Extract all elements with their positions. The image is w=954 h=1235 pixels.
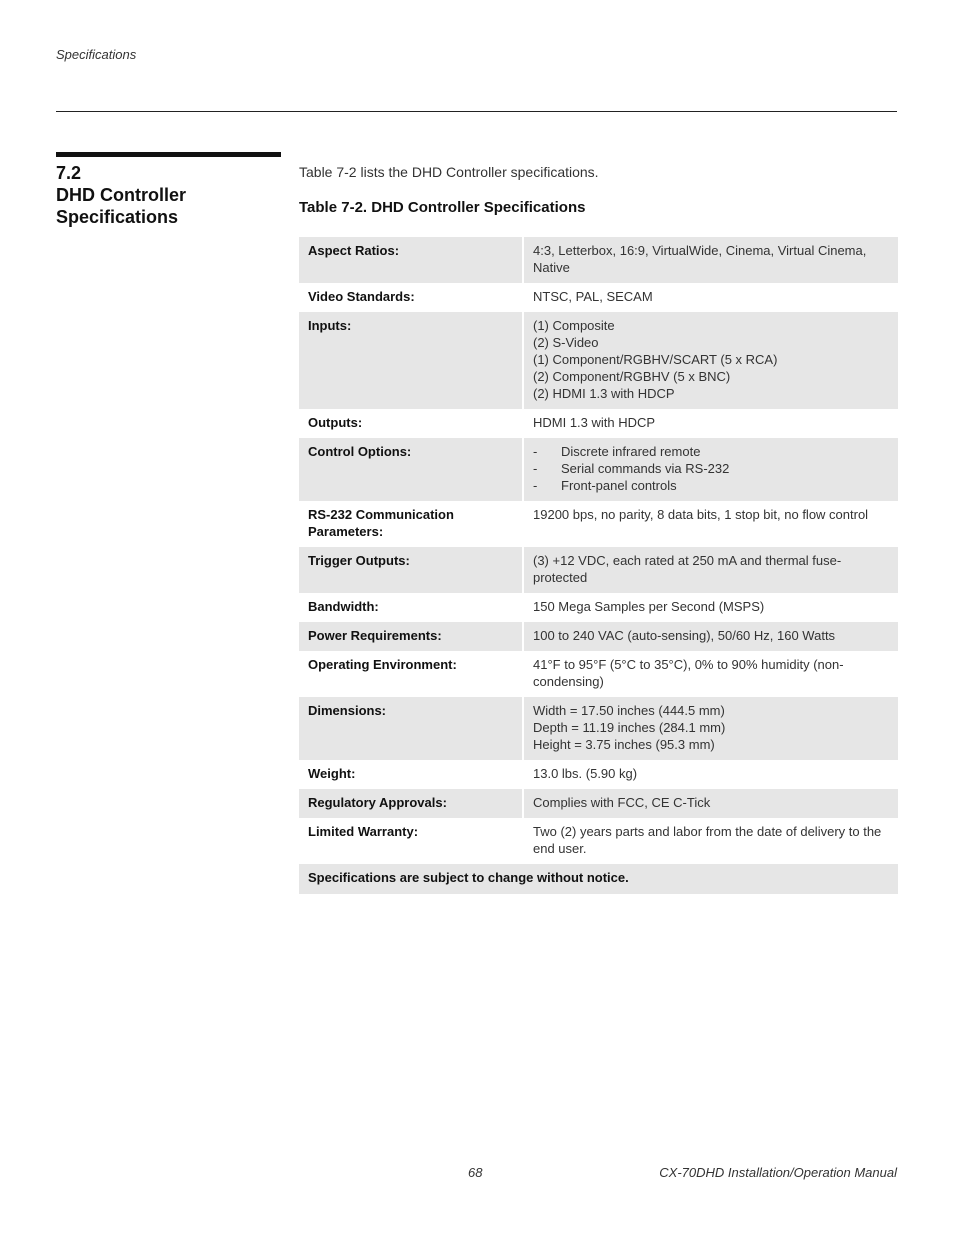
table-row bbox=[299, 237, 898, 283]
table-row bbox=[299, 312, 898, 409]
header-divider bbox=[56, 111, 897, 112]
spec-value-line: (2) Component/RGBHV (5 x BNC) bbox=[533, 369, 731, 384]
spec-label: Bandwidth: bbox=[308, 599, 379, 614]
spec-value-line: 41°F to 95°F (5°C to 35°C), 0% to 90% humidity (non-condensing) bbox=[533, 657, 844, 689]
spec-label: Outputs: bbox=[308, 415, 363, 430]
spec-bullet-text: Discrete infrared remote bbox=[561, 444, 701, 459]
spec-value bbox=[523, 547, 898, 593]
spec-bullet-item bbox=[533, 443, 889, 460]
page-number: 68 bbox=[468, 1165, 483, 1180]
table-row bbox=[299, 409, 898, 438]
spec-label: Limited Warranty: bbox=[308, 824, 419, 839]
table-title: Table 7-2. DHD Controller Specifications bbox=[299, 199, 586, 216]
spec-bullet-item bbox=[533, 477, 889, 494]
spec-label: Weight: bbox=[308, 766, 356, 781]
table-row bbox=[299, 547, 898, 593]
spec-value bbox=[523, 651, 898, 697]
spec-value bbox=[523, 409, 898, 438]
spec-label: Regulatory Approvals: bbox=[299, 789, 523, 818]
table-footnote: Specifications are subject to change without notice. bbox=[299, 864, 898, 894]
spec-label: Power Requirements: bbox=[299, 622, 523, 651]
table-row bbox=[299, 283, 898, 312]
table-row bbox=[299, 501, 898, 547]
spec-value bbox=[523, 501, 898, 547]
spec-label: RS-232 Communication Parameters: bbox=[308, 507, 454, 539]
table-row bbox=[299, 818, 898, 864]
spec-value bbox=[523, 438, 898, 501]
table-row bbox=[299, 760, 898, 789]
section-heading-bar bbox=[56, 152, 281, 157]
spec-value-line: (1) Component/RGBHV/SCART (5 x RCA) bbox=[533, 352, 778, 367]
document-title: CX-70DHD Installation/Operation Manual bbox=[659, 1165, 897, 1180]
spec-bullet-text: Serial commands via RS-232 bbox=[561, 461, 730, 476]
section-title-line1: DHD Controller bbox=[56, 185, 186, 205]
running-header: Specifications bbox=[56, 47, 137, 62]
spec-value-line: Complies with FCC, CE C-Tick bbox=[533, 795, 711, 810]
spec-bullet-text: Front-panel controls bbox=[561, 478, 677, 493]
spec-value bbox=[523, 697, 898, 760]
table-footnote-row bbox=[299, 864, 898, 894]
bullet-dash: - bbox=[533, 444, 538, 459]
spec-value-line: NTSC, PAL, SECAM bbox=[533, 289, 653, 304]
section-heading bbox=[56, 162, 286, 228]
spec-value-line: 4:3, Letterbox, 16:9, VirtualWide, Cinema, Virtual Cinema, Native bbox=[533, 243, 867, 275]
spec-label: Control Options: bbox=[299, 438, 523, 501]
spec-value bbox=[523, 283, 898, 312]
spec-value bbox=[523, 593, 898, 622]
section-number: 7.2 bbox=[56, 163, 82, 183]
table-row bbox=[299, 438, 898, 501]
table-row bbox=[299, 651, 898, 697]
spec-value bbox=[523, 818, 898, 864]
spec-value bbox=[523, 622, 898, 651]
spec-value-line: 150 Mega Samples per Second (MSPS) bbox=[533, 599, 765, 614]
spec-value-line: (2) S-Video bbox=[533, 335, 599, 350]
table-row bbox=[299, 789, 898, 818]
spec-value bbox=[523, 237, 898, 283]
spec-value bbox=[523, 312, 898, 409]
table-row bbox=[299, 697, 898, 760]
spec-label: Inputs: bbox=[299, 312, 523, 409]
spec-value-line: HDMI 1.3 with HDCP bbox=[533, 415, 656, 430]
spec-bullet-item bbox=[533, 460, 889, 477]
intro-paragraph: Table 7-2 lists the DHD Controller specifications. bbox=[299, 164, 599, 180]
specifications-table bbox=[299, 237, 898, 894]
spec-label: Trigger Outputs: bbox=[299, 547, 523, 593]
specifications-table-body bbox=[299, 237, 898, 894]
spec-value-line: (1) Composite bbox=[533, 318, 615, 333]
section-title-line2: Specifications bbox=[56, 207, 179, 227]
table-row bbox=[299, 622, 898, 651]
bullet-dash: - bbox=[533, 461, 538, 476]
spec-label: Aspect Ratios: bbox=[299, 237, 523, 283]
spec-value bbox=[523, 789, 898, 818]
spec-label: Video Standards: bbox=[308, 289, 415, 304]
spec-label: Dimensions: bbox=[299, 697, 523, 760]
spec-value-line: Width = 17.50 inches (444.5 mm) bbox=[533, 703, 725, 718]
spec-value-line: Two (2) years parts and labor from the date of delivery to the end user. bbox=[533, 824, 882, 856]
spec-value-line: (3) +12 VDC, each rated at 250 mA and thermal fuse-protected bbox=[533, 553, 842, 585]
spec-value-line: 19200 bps, no parity, 8 data bits, 1 stop bit, no flow control bbox=[533, 507, 869, 522]
spec-value-line: 100 to 240 VAC (auto-sensing), 50/60 Hz, 160 Watts bbox=[533, 628, 836, 643]
spec-value-line: Depth = 11.19 inches (284.1 mm) bbox=[533, 720, 726, 735]
spec-value-line: (2) HDMI 1.3 with HDCP bbox=[533, 386, 675, 401]
spec-value-line: 13.0 lbs. (5.90 kg) bbox=[533, 766, 638, 781]
table-row bbox=[299, 593, 898, 622]
bullet-dash: - bbox=[533, 478, 538, 493]
spec-value bbox=[523, 760, 898, 789]
spec-value-line: Height = 3.75 inches (95.3 mm) bbox=[533, 737, 715, 752]
spec-label: Operating Environment: bbox=[308, 657, 457, 672]
